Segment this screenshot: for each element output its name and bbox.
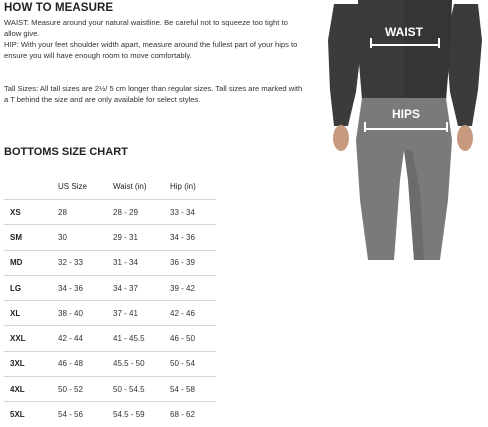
hip-cell: 50 - 54 — [170, 351, 216, 376]
header-hip: Hip (in) — [170, 181, 196, 191]
table-row — [4, 301, 216, 326]
us-size-cell: 42 - 44 — [58, 326, 113, 351]
header-us-size: US Size — [58, 181, 87, 191]
header-waist: Waist (in) — [113, 181, 147, 191]
size-cell: XL — [4, 301, 58, 326]
hips-tick-right — [446, 122, 448, 132]
size-cell: 4XL — [4, 377, 58, 402]
us-size-cell: 38 - 40 — [58, 301, 113, 326]
table-row — [4, 225, 216, 250]
us-size-cell: 28 — [58, 200, 113, 225]
table-row — [4, 275, 216, 300]
size-cell: LG — [4, 275, 58, 300]
size-chart-table — [4, 173, 216, 427]
size-cell: MD — [4, 250, 58, 275]
waist-cell: 28 - 29 — [113, 200, 170, 225]
hip-cell: 34 - 36 — [170, 225, 216, 250]
waist-line — [370, 44, 440, 46]
left-hand — [333, 125, 349, 151]
size-cell: 3XL — [4, 351, 58, 376]
waist-cell: 31 - 34 — [113, 250, 170, 275]
right-hand — [457, 125, 473, 151]
body-diagram — [312, 0, 488, 260]
hips-tick-left — [364, 122, 366, 132]
us-size-cell: 54 - 56 — [58, 402, 113, 427]
waist-cell: 34 - 37 — [113, 275, 170, 300]
waist-label: WAIST — [385, 25, 423, 39]
hip-cell: 39 - 42 — [170, 275, 216, 300]
hip-cell: 36 - 39 — [170, 250, 216, 275]
size-cell: XXL — [4, 326, 58, 351]
size-cell: 5XL — [4, 402, 58, 427]
waist-tick-right — [438, 38, 440, 48]
table-row — [4, 250, 216, 275]
bottoms-size-chart-heading: BOTTOMS SIZE CHART — [4, 146, 128, 158]
hip-instructions: HIP: With your feet shoulder width apart, measure around the fullest part of your hips to ensure you will have enough room to move comfortably. — [4, 40, 298, 60]
table-header-row — [4, 173, 216, 200]
measurement-figure — [312, 0, 488, 260]
table-row — [4, 326, 216, 351]
table-row — [4, 200, 216, 225]
us-size-cell: 30 — [58, 225, 113, 250]
right-arm — [446, 4, 482, 126]
tights — [356, 98, 452, 260]
waist-cell: 29 - 31 — [113, 225, 170, 250]
hip-cell: 46 - 50 — [170, 326, 216, 351]
tall-sizes-note: Tall Sizes: All tall sizes are 2½/ 5 cm longer than regular sizes. Tall sizes are marked with a T behind the size and are only available for select styles. — [4, 84, 303, 104]
how-to-measure-heading: HOW TO MEASURE — [4, 2, 114, 14]
left-arm — [328, 4, 362, 126]
hip-cell: 54 - 58 — [170, 377, 216, 402]
waist-instructions: WAIST: Measure around your natural waistline. Be careful not to squeeze too tight to allow give. — [4, 18, 288, 38]
waist-cell: 41 - 45.5 — [113, 326, 170, 351]
waist-cell: 45.5 - 50 — [113, 351, 170, 376]
header-size — [4, 173, 58, 200]
hip-cell: 33 - 34 — [170, 200, 216, 225]
us-size-cell: 46 - 48 — [58, 351, 113, 376]
size-cell: SM — [4, 225, 58, 250]
hip-cell: 68 - 62 — [170, 402, 216, 427]
waist-cell: 50 - 54.5 — [113, 377, 170, 402]
table-row — [4, 351, 216, 376]
hips-line — [364, 128, 448, 130]
us-size-cell: 34 - 36 — [58, 275, 113, 300]
waist-cell: 54.5 - 59 — [113, 402, 170, 427]
table-row — [4, 377, 216, 402]
hips-label: HIPS — [391, 107, 421, 121]
shirt-shadow — [404, 0, 452, 100]
waist-tick-left — [370, 38, 372, 48]
size-cell: XS — [4, 200, 58, 225]
us-size-cell: 32 - 33 — [58, 250, 113, 275]
hip-cell: 42 - 46 — [170, 301, 216, 326]
us-size-cell: 50 - 52 — [58, 377, 113, 402]
waist-cell: 37 - 41 — [113, 301, 170, 326]
